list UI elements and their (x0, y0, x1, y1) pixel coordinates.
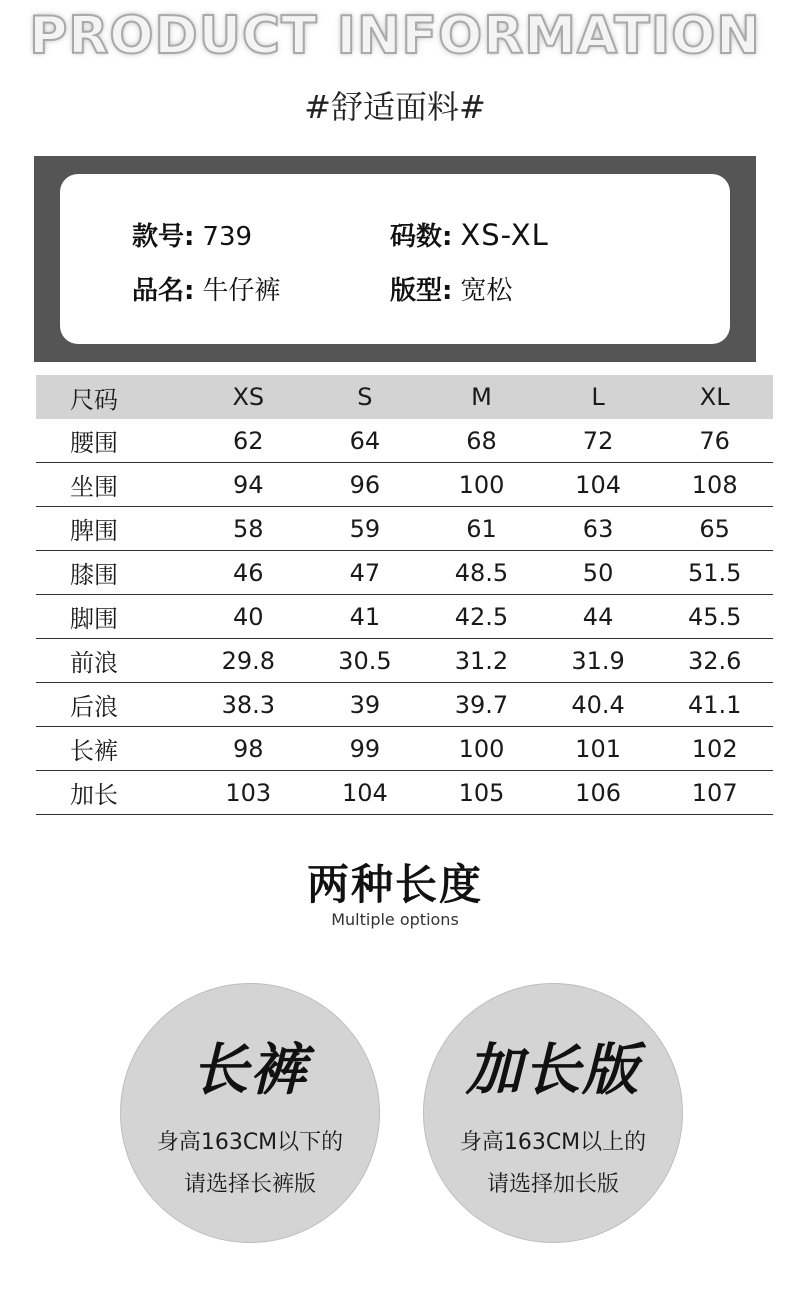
option-extended-length (423, 983, 683, 1243)
length-options-title: 两种长度 (306, 860, 483, 909)
table-cell: 96 (307, 463, 424, 507)
header-cell: L (591, 383, 605, 411)
product-name-field (132, 270, 280, 307)
fabric-heading: #舒适面料# (304, 88, 486, 126)
table-cell: 46 (190, 551, 307, 595)
table-cell: 100 (423, 463, 540, 507)
table-cell: 41 (307, 595, 424, 639)
table-row (36, 595, 773, 639)
table-cell: 61 (423, 507, 540, 551)
option-description (424, 1122, 682, 1206)
table-row (36, 419, 773, 463)
table-cell: 29.8 (190, 639, 307, 683)
table-cell: 94 (190, 463, 307, 507)
banner-title: PRODUCT INFORMATION (29, 6, 761, 66)
header-cell: M (471, 383, 492, 411)
table-cell: 104 (540, 463, 657, 507)
table-row (36, 507, 773, 551)
table-cell: 32.6 (656, 639, 773, 683)
option-name: 长裤 (192, 1038, 308, 1103)
table-cell: 102 (656, 727, 773, 771)
table-cell: 99 (307, 727, 424, 771)
table-cell: 30.5 (307, 639, 424, 683)
table-cell: 106 (540, 771, 657, 815)
row-label: 膝围 (36, 551, 190, 595)
table-cell: 39.7 (423, 683, 540, 727)
table-cell: 50 (540, 551, 657, 595)
table-row (36, 551, 773, 595)
table-cell: 68 (423, 419, 540, 463)
table-cell: 64 (307, 419, 424, 463)
header-cell: 尺码 (70, 385, 118, 414)
table-cell: 44 (540, 595, 657, 639)
option-regular-length (120, 983, 380, 1243)
table-cell: 59 (307, 507, 424, 551)
row-label: 腰围 (36, 419, 190, 463)
row-label: 脾围 (36, 507, 190, 551)
table-cell: 72 (540, 419, 657, 463)
size-range-field (390, 216, 549, 253)
table-row (36, 727, 773, 771)
size-chart-header-row (36, 375, 773, 419)
fit-label: 版型: (390, 276, 453, 306)
sku-value: 739 (202, 222, 253, 252)
table-row (36, 683, 773, 727)
table-cell: 105 (423, 771, 540, 815)
table-cell: 31.9 (540, 639, 657, 683)
header-cell: S (357, 383, 373, 411)
table-cell: 65 (656, 507, 773, 551)
option-description-line: 请选择加长版 (486, 1172, 619, 1197)
table-cell: 103 (190, 771, 307, 815)
option-description-line: 请选择长裤版 (183, 1172, 316, 1197)
table-cell: 107 (656, 771, 773, 815)
table-cell: 48.5 (423, 551, 540, 595)
table-cell: 62 (190, 419, 307, 463)
size-range-label: 码数: (390, 222, 453, 252)
table-cell: 45.5 (656, 595, 773, 639)
table-cell: 47 (307, 551, 424, 595)
header-cell: XL (699, 383, 730, 411)
row-label: 加长 (36, 771, 190, 815)
row-label: 脚围 (36, 595, 190, 639)
length-options-subtitle: Multiple options (331, 910, 459, 929)
header-cell: XS (232, 383, 265, 411)
option-name: 加长版 (466, 1038, 640, 1103)
table-cell: 38.3 (190, 683, 307, 727)
table-cell: 63 (540, 507, 657, 551)
option-description (121, 1122, 379, 1206)
table-cell: 101 (540, 727, 657, 771)
row-label: 后浪 (36, 683, 190, 727)
table-cell: 42.5 (423, 595, 540, 639)
table-cell: 40 (190, 595, 307, 639)
table-cell: 108 (656, 463, 773, 507)
row-label: 长裤 (36, 727, 190, 771)
table-cell: 98 (190, 727, 307, 771)
product-name-label: 品名: (132, 276, 195, 306)
sku-field (132, 216, 252, 253)
table-row (36, 771, 773, 815)
size-range-value: XS-XL (460, 218, 549, 252)
table-cell: 31.2 (423, 639, 540, 683)
fit-field (390, 270, 512, 307)
table-cell: 40.4 (540, 683, 657, 727)
table-cell: 100 (423, 727, 540, 771)
table-row (36, 463, 773, 507)
row-label: 前浪 (36, 639, 190, 683)
table-cell: 104 (307, 771, 424, 815)
option-description-line: 身高163CM以下的 (156, 1130, 344, 1155)
table-cell: 51.5 (656, 551, 773, 595)
product-info-card (60, 174, 730, 344)
sku-label: 款号: (132, 222, 195, 252)
product-info-frame (34, 156, 756, 362)
table-cell: 39 (307, 683, 424, 727)
size-chart-table (36, 375, 773, 815)
fit-value: 宽松 (460, 276, 513, 306)
table-cell: 41.1 (656, 683, 773, 727)
table-cell: 76 (656, 419, 773, 463)
table-cell: 58 (190, 507, 307, 551)
product-name-value: 牛仔裤 (202, 276, 281, 306)
table-row (36, 639, 773, 683)
row-label: 坐围 (36, 463, 190, 507)
option-description-line: 身高163CM以上的 (459, 1130, 647, 1155)
